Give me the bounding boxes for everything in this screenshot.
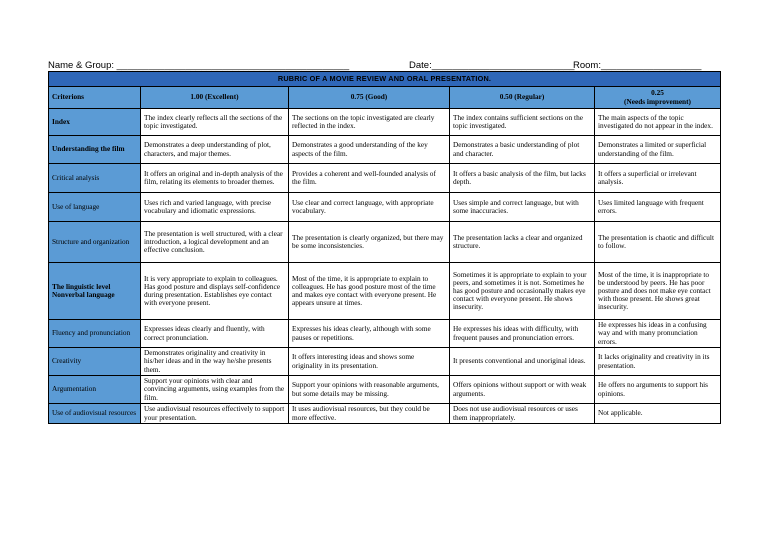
needs-improvement-score: 0.25 (651, 88, 664, 98)
criterion-label: The linguistic level Nonverbal language (49, 263, 141, 320)
good-cell: Support your opinions with reasonable arguments, but some details may be missing. (289, 376, 450, 404)
criterion-label: Index (49, 109, 141, 136)
excellent-cell: Demonstrates a deep understanding of plot, characters, and major themes. (141, 136, 289, 164)
good-cell: Provides a coherent and well-founded analysis of the film. (289, 164, 450, 193)
regular-cell: The index contains sufficient sections on the topic investigated. (450, 109, 595, 136)
table-row (49, 136, 721, 164)
regular-cell: Demonstrates a basic understanding of plot and character. (450, 136, 595, 164)
needs-improvement-cell: It lacks originality and creativity in its presentation. (595, 348, 721, 376)
good-cell: It uses audiovisual resources, but they could be more effective. (289, 404, 450, 424)
needs-improvement-cell: Not applicable. (595, 404, 721, 424)
excellent-cell: Uses rich and varied language, with precise vocabulary and idiomatic expressions. (141, 193, 289, 222)
criterion-label: Argumentation (49, 376, 141, 404)
regular-cell: Offers opinions without support or with weak arguments. (450, 376, 595, 404)
date-field[interactable]: Date:___________________________ (409, 60, 575, 71)
table-row (49, 263, 721, 320)
rubric-table (48, 71, 721, 424)
good-cell: Expresses his ideas clearly, although with some pauses or repetitions. (289, 320, 450, 348)
table-row (49, 164, 721, 193)
needs-improvement-cell: He offers no arguments to support his opinions. (595, 376, 721, 404)
regular-cell: Does not use audiovisual resources or uses them inappropriately. (450, 404, 595, 424)
table-row (49, 376, 721, 404)
regular-cell: He expresses his ideas with difficulty, with frequent pauses and pronunciation errors. (450, 320, 595, 348)
table-row (49, 109, 721, 136)
criterion-label: Understanding the film (49, 136, 141, 164)
excellent-cell: The presentation is well structured, with a clear introduction, a logical development and an effective conclusion. (141, 222, 289, 263)
regular-cell: Sometimes it is appropriate to explain to your peers, and sometimes it is not. Sometimes he has good posture and occasionally makes eye contact with everyone present. He shows insecurity. (450, 263, 595, 320)
good-cell: Demonstrates a good understanding of the key aspects of the film. (289, 136, 450, 164)
criterion-label: Creativity (49, 348, 141, 376)
needs-improvement-cell: Most of the time, it is inappropriate to be understood by peers. He has poor posture and does not make eye contact with those present. He shows great insecurity. (595, 263, 721, 320)
room-field[interactable]: Room:___________________ (573, 60, 702, 71)
column-header-needs-improvement (595, 87, 721, 109)
excellent-cell: It offers an original and in-depth analysis of the film, relating its elements to broader themes. (141, 164, 289, 193)
regular-cell: Uses simple and correct language, but with some inaccuracies. (450, 193, 595, 222)
rubric-title: RUBRIC OF A MOVIE REVIEW AND ORAL PRESENTATION. (49, 72, 721, 87)
table-row (49, 320, 721, 348)
table-row (49, 193, 721, 222)
excellent-cell: Demonstrates originality and creativity in his/her ideas and in the way he/she presents them. (141, 348, 289, 376)
criterion-label: Critical analysis (49, 164, 141, 193)
criterion-label: Structure and organization (49, 222, 141, 263)
regular-cell: The presentation lacks a clear and organized structure. (450, 222, 595, 263)
column-header-good: 0.75 (Good) (289, 87, 450, 109)
excellent-cell: Expresses ideas clearly and fluently, with correct pronunciation. (141, 320, 289, 348)
needs-improvement-cell: It offers a superficial or irrelevant analysis. (595, 164, 721, 193)
excellent-cell: It is very appropriate to explain to colleagues. Has good posture and displays self-confidence during presentation. Establishes eye contact with everyone present. (141, 263, 289, 320)
excellent-cell: Support your opinions with clear and convincing arguments, using examples from the film. (141, 376, 289, 404)
column-header-criterions: Criterions (49, 87, 141, 109)
regular-cell: It presents conventional and unoriginal ideas. (450, 348, 595, 376)
table-row (49, 404, 721, 424)
column-header-regular: 0.50 (Regular) (450, 87, 595, 109)
needs-improvement-cell: The presentation is chaotic and difficult to follow. (595, 222, 721, 263)
column-header-excellent: 1.00 (Excellent) (141, 87, 289, 109)
needs-improvement-cell: Uses limited language with frequent errors. (595, 193, 721, 222)
table-row (49, 348, 721, 376)
good-cell: It offers interesting ideas and shows some originality in its presentation. (289, 348, 450, 376)
good-cell: Use clear and correct language, with appropriate vocabulary. (289, 193, 450, 222)
excellent-cell: The index clearly reflects all the sections of the topic investigated. (141, 109, 289, 136)
needs-improvement-label: (Needs improvement) (624, 96, 691, 106)
name-group-field[interactable]: Name & Group: ____________________________________________ (48, 60, 350, 71)
needs-improvement-cell: He expresses his ideas in a confusing way and with many pronunciation errors. (595, 320, 721, 348)
table-row (49, 222, 721, 263)
good-cell: Most of the time, it is appropriate to explain to colleagues. He has good posture most of the time and makes eye contact with everyone present. He appears unsure at times. (289, 263, 450, 320)
criterion-label: Fluency and pronunciation (49, 320, 141, 348)
criterion-label: Use of language (49, 193, 141, 222)
regular-cell: It offers a basic analysis of the film, but lacks depth. (450, 164, 595, 193)
criterion-label: Use of audiovisual resources (49, 404, 141, 424)
good-cell: The sections on the topic investigated are clearly reflected in the index. (289, 109, 450, 136)
excellent-cell: Use audiovisual resources effectively to support your presentation. (141, 404, 289, 424)
good-cell: The presentation is clearly organized, but there may be some inconsistencies. (289, 222, 450, 263)
needs-improvement-cell: Demonstrates a limited or superficial understanding of the film. (595, 136, 721, 164)
needs-improvement-cell: The main aspects of the topic investigated do not appear in the index. (595, 109, 721, 136)
